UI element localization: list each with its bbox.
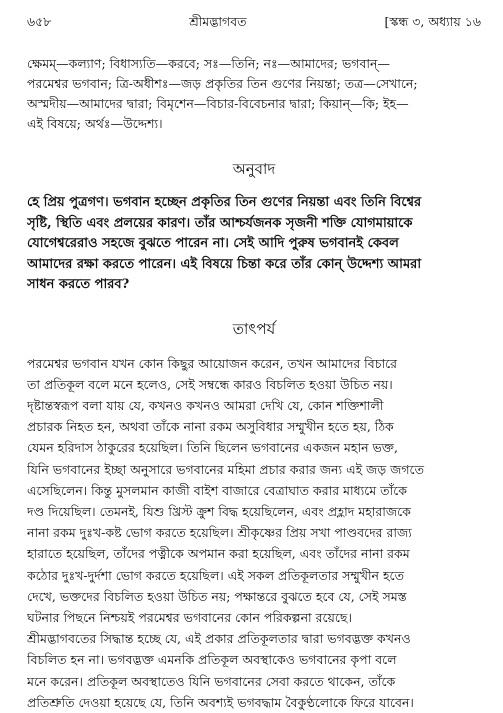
translation-line: সৃষ্টি, স্থিতি এবং প্রলয়ের কারণ। তাঁর আশ্চর্যজনক সৃজনী শক্তি যোগমায়াকে bbox=[27, 215, 413, 231]
book-title: শ্রীমদ্ভাগবত bbox=[189, 14, 247, 29]
purport-line: নানা রকম দুঃখ-কষ্ট ভোগ করতে হয়েছিল। শ্রীকৃষ্ণের প্রিয় সখা পাণ্ডবদের রাজ্য bbox=[27, 525, 412, 541]
purport-line: যেমন হরিদাস ঠাকুরের হয়েছিল। তিনি ছিলেন ভগবানের একজন মহান ভক্ত, bbox=[27, 440, 398, 456]
purport-line: পরমেশ্বর ভগবান যখন কোন কিছুর আয়োজন করেন, তখন আমাদের বিচারে bbox=[27, 355, 397, 371]
synonyms-line: অস্মদীয়—আমাদের দ্বারা; বিমৃশেন—বিচার-বিবেচনার দ্বারা; কিয়ান্—কি; ইহ— bbox=[27, 96, 409, 111]
purport-line: দণ্ড দিয়েছিল। তেমনই, যিশু খ্রিস্ট ক্রুশ বিদ্ধ হয়েছিলেন, এবং প্রহ্লাদ মহারাজকে bbox=[27, 503, 411, 519]
page-number: ৬৫৮ bbox=[27, 14, 52, 29]
translation-block bbox=[27, 193, 481, 296]
translation-line: সাধন করতে পারব? bbox=[27, 277, 130, 292]
translation-line: আমাদের রক্ষা করতে পারেন। এই বিষয়ে চিন্তা করে তাঁর কোন্ উদ্দেশ্য আমরা bbox=[27, 256, 422, 272]
purport-line: বিচলিত হন না। ভগবদ্ভক্ত এমনকি প্রতিকূল অবস্থাকেও ভগবানের কৃপা বলে bbox=[27, 652, 397, 668]
purport-line: প্রতিশ্রুতি দেওয়া হয়েছে যে, তিনি অবশ্যই ভগবদ্ধাম বৈকুণ্ঠলোকে ফিরে যাবেন। bbox=[27, 694, 414, 710]
purport-line: ঘটনার পিছনে নিশ্চয়ই পরমেশ্বর ভগবানের কোন পরিকল্পনা রয়েছে। bbox=[27, 609, 352, 625]
purport-line: প্রচারক নিহত হন, অথবা তাঁকে নানা রকম অসুবিধার সম্মুখীন হতে হয়, ঠিক bbox=[27, 419, 394, 435]
purport-line: শ্রীমদ্ভাগবতের সিদ্ধান্ত হচ্ছে যে, এই প্রকার প্রতিকূলতার দ্বারা ভগবদ্ভক্ত কখনও bbox=[27, 631, 411, 647]
translation-line: হে প্রিয় পুত্রগণ। ভগবান হচ্ছেন প্রকৃতির তিন গুণের নিয়ন্তা এবং তিনি বিশ্বের bbox=[27, 195, 422, 210]
page-header bbox=[27, 14, 481, 36]
synonyms-line: পরমেশ্বর ভগবান; ত্রি-অধীশঃ—জড় প্রকৃতির তিন গুণের নিয়ন্তা; তত্র—সেখানে; bbox=[27, 76, 418, 91]
purport-block bbox=[27, 353, 481, 713]
purport-line: এসেছিলেন। কিন্তু মুসলমান কাজী বাইশ বাজারে বেত্রাঘাত করার মাধ্যমে তাঁকে bbox=[27, 482, 407, 498]
synonyms-block bbox=[27, 54, 481, 134]
purport-line: তা প্রতিকূল বলে মনে হলেও, সেই সম্বন্ধে কারও বিচলিত হওয়া উচিত নয়। bbox=[27, 376, 393, 392]
purport-line: দেখে, ভক্তদের বিচলিত হওয়া উচিত নয়; পক্ষান্তরে বুঝতে হবে যে, সেই সমস্ত bbox=[27, 588, 407, 604]
purport-line: মনে করেন। প্রতিকূল অবস্থাতেও যিনি ভগবানের সেবা করতে থাকেন, তাঁকে bbox=[27, 673, 396, 689]
synonyms-line: ক্ষেমম্—কল্যাণ; বিধাস্যতি—করবে; সঃ—তিনি; নঃ—আমাদের; ভগবান্— bbox=[27, 56, 390, 71]
purport-line: দৃষ্টান্তস্বরূপ বলা যায় যে, কখনও কখনও আমরা দেখি যে, কোন শক্তিশালী bbox=[27, 397, 384, 413]
chapter-reference: [স্কন্ধ ৩, অধ্যায় ১৬ bbox=[384, 14, 481, 29]
translation-line: যোগেশ্বরেরাও সহজে বুঝতে পারেন না। সেই আদি পুরুষ ভগবানই কেবল bbox=[27, 236, 399, 251]
translation-heading: অনুবাদ bbox=[232, 160, 276, 178]
purport-heading: তাৎপর্য bbox=[232, 319, 276, 338]
purport-line: হারাতে হয়েছিল, তাঁদের পত্নীকে অপমান করা হয়েছিল, এবং তাঁদের নানা রকম bbox=[27, 546, 410, 562]
purport-line: কঠোর দুঃখ-দুর্দশা ভোগ করতে হয়েছিল। এই সকল প্রতিকূলতার সম্মুখীন হতে bbox=[27, 567, 404, 583]
synonyms-line: এই বিষয়ে; অর্থঃ—উদ্দেশ্য। bbox=[27, 116, 163, 131]
purport-line: যিনি ভগবানের ইচ্ছা অনুসারে ভগবানের মহিমা প্রচার করার জন্য এই জড় জগতে bbox=[27, 461, 424, 477]
